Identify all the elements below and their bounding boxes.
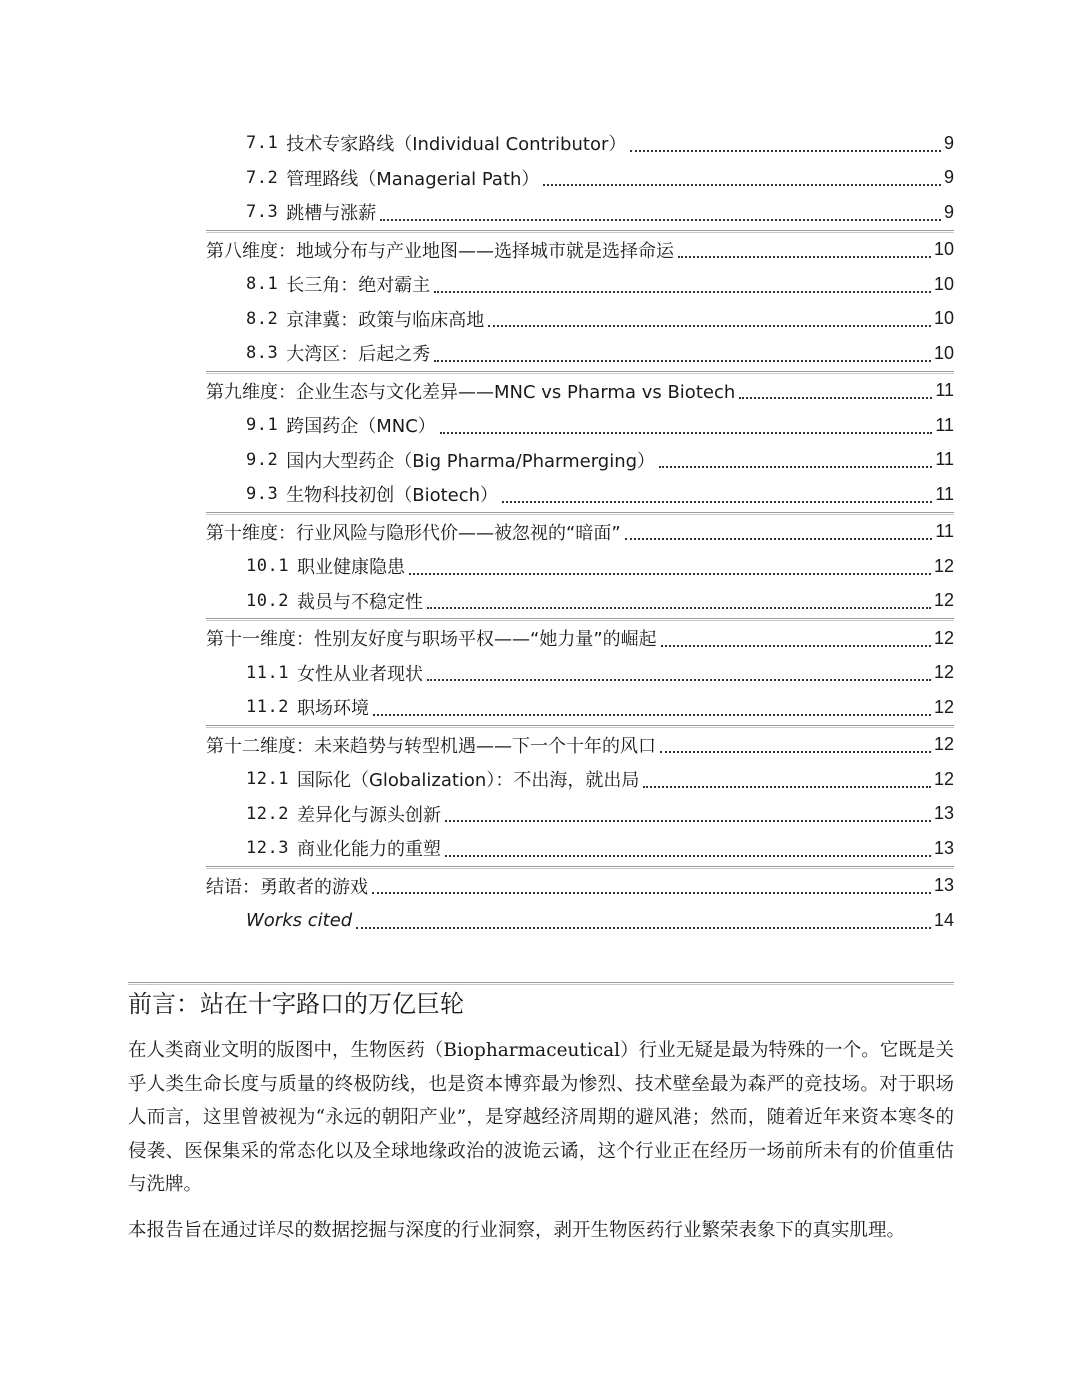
- toc-leader-dots: [445, 819, 931, 822]
- toc-entry[interactable]: [206, 443, 954, 478]
- body-paragraph: 本报告旨在通过详尽的数据挖掘与深度的行业洞察，剥开生物医药行业繁荣表象下的真实肌理。: [128, 1220, 906, 1241]
- toc-entry[interactable]: [206, 831, 954, 866]
- table-of-contents: [206, 126, 954, 938]
- toc-leader-dots: [661, 644, 931, 647]
- toc-leader-dots: [502, 500, 932, 503]
- toc-leader-dots: [372, 891, 931, 894]
- toc-title: 跳槽与涨薪: [286, 203, 377, 225]
- toc-page-number: 13: [933, 837, 954, 858]
- toc-page-number: 12: [933, 555, 954, 576]
- toc-title: 长三角：绝对霸主: [286, 275, 431, 297]
- toc-page-number: 11: [935, 449, 954, 470]
- toc-number: 10.1: [246, 556, 289, 577]
- toc-number: 12.1: [246, 769, 289, 790]
- toc-number: 9.3: [246, 484, 279, 505]
- toc-entry[interactable]: [206, 161, 954, 196]
- toc-page-number: 10: [933, 342, 954, 363]
- toc-title: 大湾区：后起之秀: [286, 344, 431, 366]
- toc-leader-dots: [739, 396, 932, 399]
- toc-entry[interactable]: [206, 126, 954, 161]
- toc-title: 第十维度：行业风险与隐形代价——被忽视的“暗面”: [206, 522, 621, 544]
- toc-title: 职业健康隐患: [296, 557, 405, 579]
- toc-title: Works cited: [246, 909, 353, 931]
- toc-leader-dots: [660, 750, 931, 753]
- toc-leader-dots: [625, 537, 933, 540]
- toc-leader-dots: [434, 290, 931, 293]
- toc-number: 8.1: [246, 274, 279, 295]
- section-heading: 前言：站在十字路口的万亿巨轮: [128, 990, 464, 1018]
- toc-page-number: 9: [943, 167, 954, 188]
- toc-number: 9.2: [246, 449, 279, 470]
- toc-leader-dots: [440, 431, 933, 434]
- toc-page-number: 12: [933, 768, 954, 789]
- toc-page-number: 11: [935, 521, 954, 542]
- toc-page-number: 11: [935, 483, 954, 504]
- body-paragraph: 在人类商业文明的版图中，生物医药（Biopharmaceutical）行业无疑是最为特殊的一个。它既是关乎人类生命长度与质量的终极防线，也是资本博弈最为惨烈、技术壁垒最为森严的竞技场。对于职场人而言，这里曾被视为“永远的朝阳产业”，是穿越经济周期的避风港；然而，随着近年来资本寒冬的侵袭、医保集采的常态化以及全球地缘政治的波诡云谲，这个行业正在经历一场前所未有的价值重估与洗牌。: [128, 1040, 954, 1195]
- toc-title: 差异化与源头创新: [296, 804, 441, 826]
- toc-page-number: 11: [935, 414, 954, 435]
- toc-entry[interactable]: [206, 515, 954, 550]
- toc-page-number: 9: [943, 132, 954, 153]
- toc-leader-dots: [373, 713, 931, 716]
- toc-page-number: 12: [933, 662, 954, 683]
- toc-page-number: 11: [935, 380, 954, 401]
- toc-page-number: 12: [933, 734, 954, 755]
- toc-title: 管理路线（Managerial Path）: [286, 168, 540, 190]
- toc-title: 京津冀：政策与临床高地: [286, 309, 485, 331]
- toc-leader-dots: [380, 218, 941, 221]
- toc-number: 8.2: [246, 308, 279, 329]
- toc-page-number: 10: [933, 308, 954, 329]
- toc-entry[interactable]: [206, 621, 954, 656]
- toc-page-number: 12: [933, 627, 954, 648]
- toc-leader-dots: [543, 183, 941, 186]
- toc-number: 12.3: [246, 838, 289, 859]
- toc-page-number: 14: [933, 909, 954, 930]
- toc-number: 7.2: [246, 167, 279, 188]
- toc-entry[interactable]: [206, 233, 954, 268]
- toc-number: 9.1: [246, 415, 279, 436]
- toc-page-number: 13: [933, 803, 954, 824]
- toc-number: 7.1: [246, 133, 279, 154]
- toc-entry[interactable]: [206, 477, 954, 512]
- toc-leader-dots: [427, 606, 931, 609]
- toc-entry[interactable]: [206, 903, 954, 938]
- toc-number: 11.2: [246, 697, 289, 718]
- toc-title: 女性从业者现状: [296, 663, 423, 685]
- toc-title: 商业化能力的重塑: [296, 839, 441, 861]
- toc-entry[interactable]: [206, 656, 954, 691]
- toc-entry[interactable]: [206, 728, 954, 763]
- toc-leader-dots: [445, 854, 931, 857]
- toc-entry[interactable]: [206, 267, 954, 302]
- toc-leader-dots: [434, 359, 931, 362]
- toc-leader-dots: [409, 572, 931, 575]
- toc-entry[interactable]: [206, 869, 954, 904]
- toc-title: 国内大型药企（Big Pharma/Pharmerging）: [286, 450, 656, 472]
- toc-title: 跨国药企（MNC）: [286, 416, 436, 438]
- toc-number: 11.1: [246, 662, 289, 683]
- toc-title: 裁员与不稳定性: [296, 591, 423, 613]
- toc-entry[interactable]: [206, 549, 954, 584]
- toc-page-number: 9: [943, 201, 954, 222]
- toc-page-number: 12: [933, 590, 954, 611]
- toc-leader-dots: [427, 678, 931, 681]
- toc-entry[interactable]: [206, 408, 954, 443]
- toc-entry[interactable]: [206, 690, 954, 725]
- toc-page-number: 10: [933, 239, 954, 260]
- toc-leader-dots: [488, 324, 931, 327]
- toc-entry[interactable]: [206, 374, 954, 409]
- toc-number: 7.3: [246, 202, 279, 223]
- toc-number: 8.3: [246, 343, 279, 364]
- toc-title: 第八维度：地域分布与产业地图——选择城市就是选择命运: [206, 240, 674, 262]
- toc-entry[interactable]: [206, 762, 954, 797]
- toc-leader-dots: [678, 255, 931, 258]
- toc-leader-dots: [356, 926, 931, 929]
- toc-title: 第十一维度：性别友好度与职场平权——“她力量”的崛起: [206, 629, 657, 651]
- toc-page-number: 12: [933, 696, 954, 717]
- toc-number: 10.2: [246, 590, 289, 611]
- toc-title: 生物科技初创（Biotech）: [286, 485, 499, 507]
- toc-entry[interactable]: [206, 584, 954, 619]
- toc-leader-dots: [659, 465, 932, 468]
- toc-page-number: 13: [933, 875, 954, 896]
- toc-title: 结语：勇敢者的游戏: [206, 876, 368, 898]
- toc-leader-dots: [630, 149, 941, 152]
- toc-entry[interactable]: [206, 336, 954, 371]
- toc-title: 国际化（Globalization）：不出海，就出局: [296, 770, 640, 792]
- toc-entry[interactable]: [206, 302, 954, 337]
- toc-page-number: 10: [933, 273, 954, 294]
- toc-title: 第十二维度：未来趋势与转型机遇——下一个十年的风口: [206, 735, 656, 757]
- toc-title: 职场环境: [296, 698, 369, 720]
- toc-leader-dots: [643, 785, 931, 788]
- toc-title: 技术专家路线（Individual Contributor）: [286, 134, 627, 156]
- toc-title: 第九维度：企业生态与文化差异——MNC vs Pharma vs Biotech: [206, 381, 736, 403]
- toc-entry[interactable]: [206, 195, 954, 230]
- toc-entry[interactable]: [206, 797, 954, 832]
- toc-number: 12.2: [246, 803, 289, 824]
